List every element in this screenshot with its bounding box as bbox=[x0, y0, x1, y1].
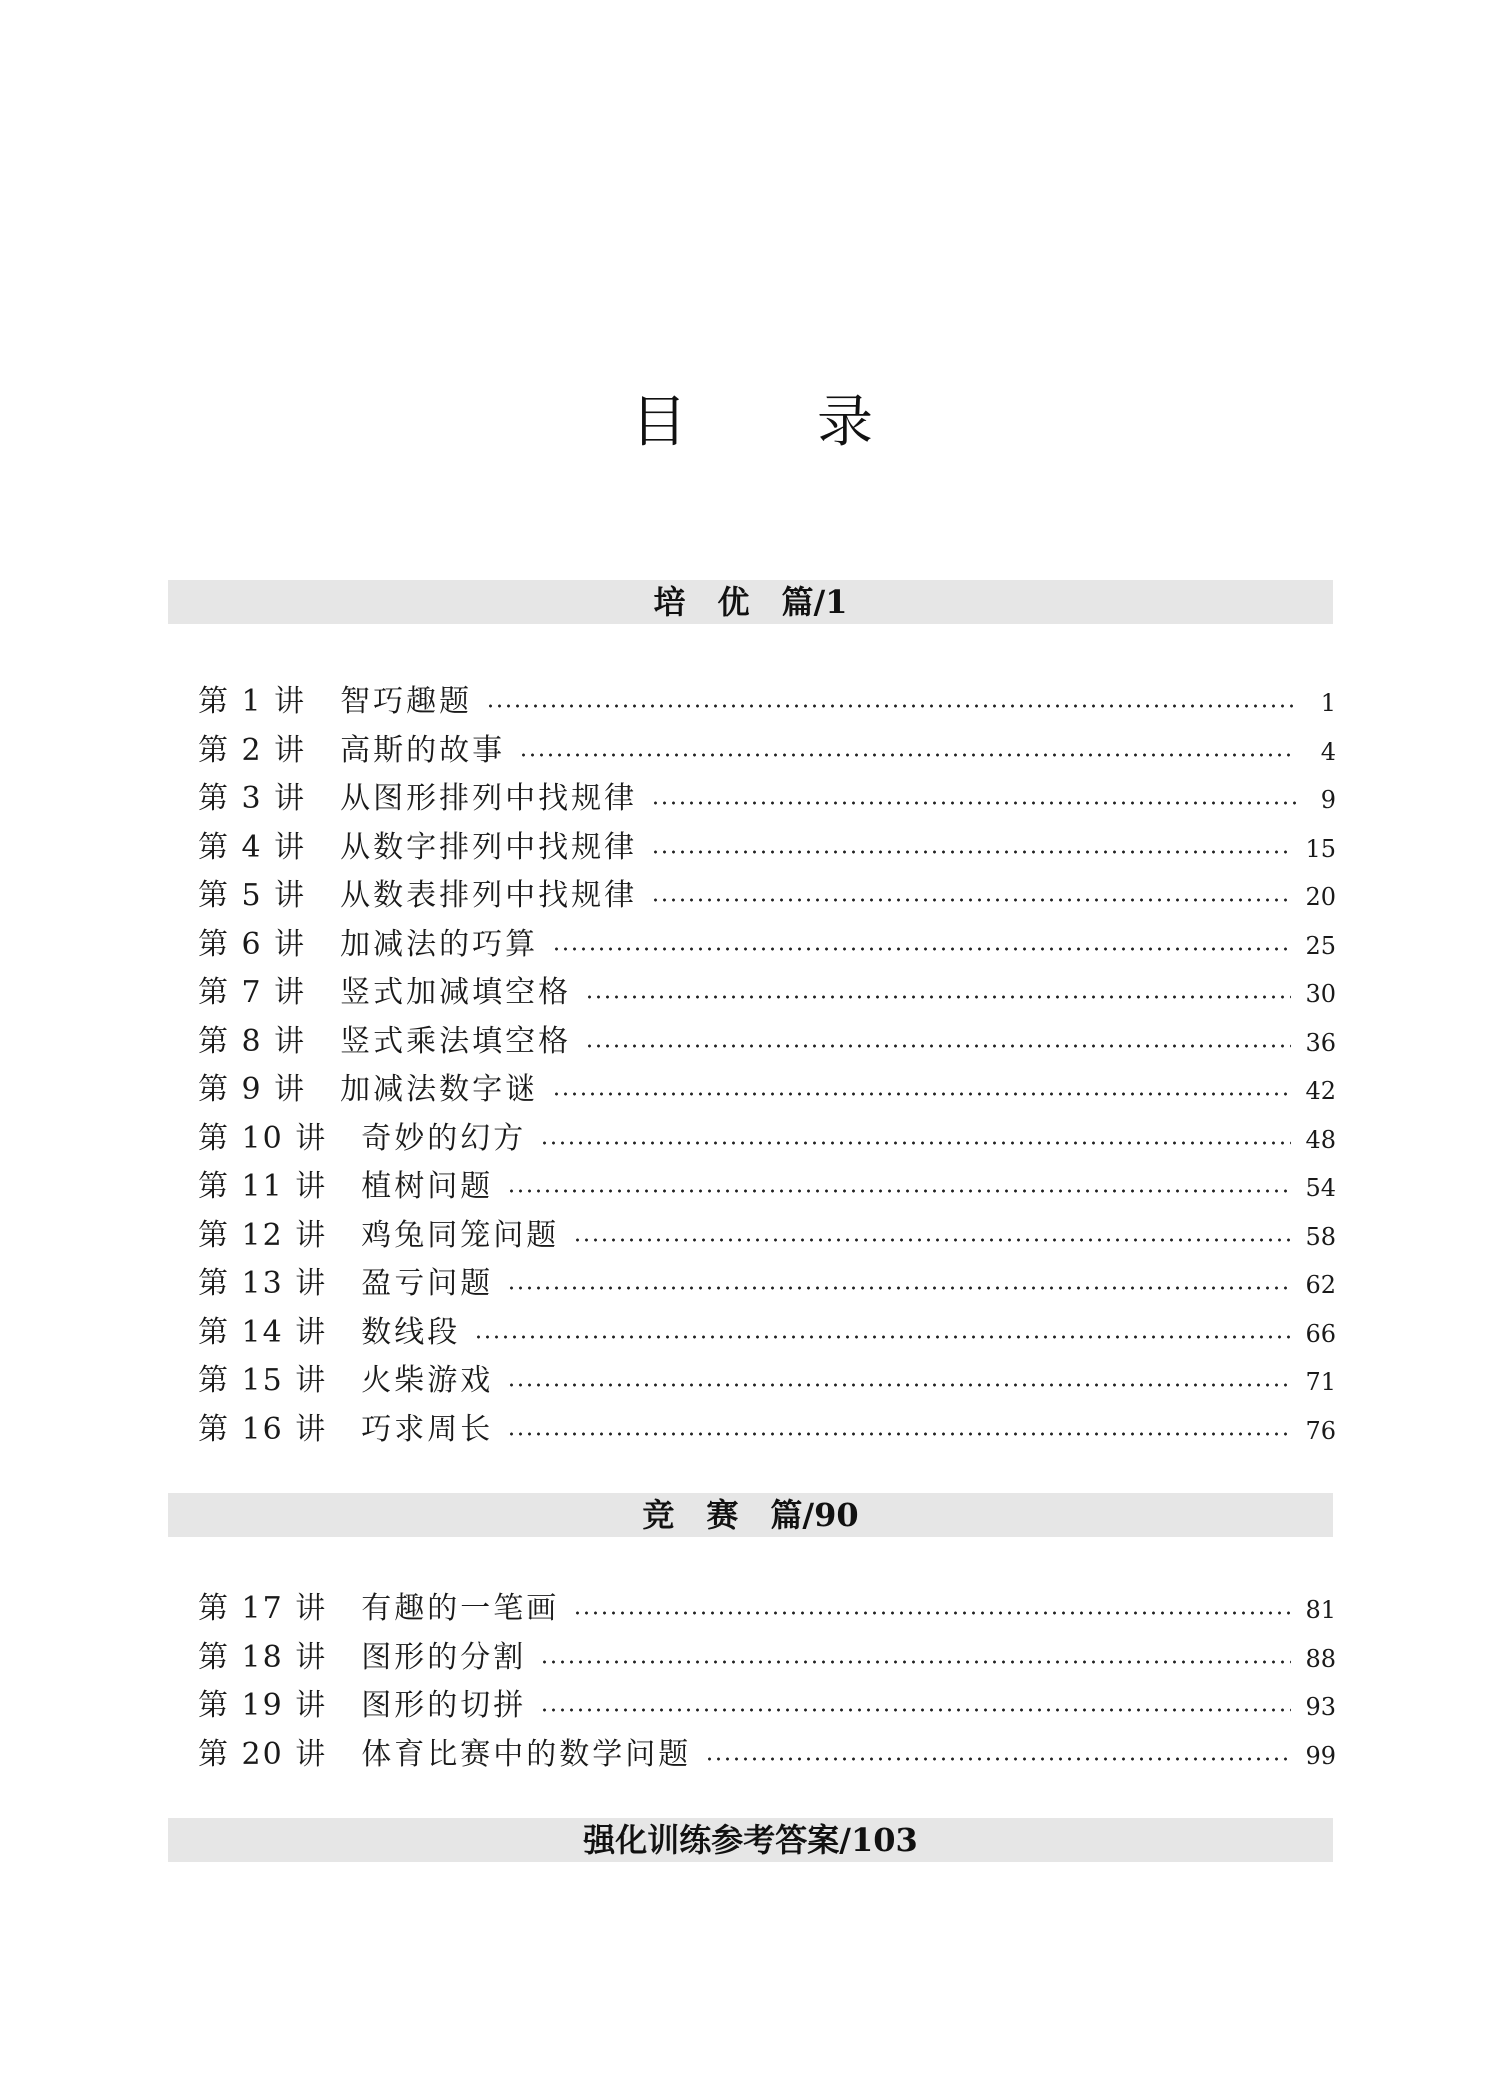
dot-leader bbox=[507, 1286, 1291, 1290]
toc-entry[interactable] bbox=[198, 1680, 1336, 1729]
toc-entry[interactable] bbox=[198, 1307, 1336, 1356]
dot-leader bbox=[507, 1383, 1291, 1387]
page-number: 81 bbox=[1305, 1596, 1336, 1624]
page-title: 目录 bbox=[631, 390, 1003, 455]
section-heading-jingsai: 竞 赛 篇/90 bbox=[168, 1493, 1333, 1537]
toc-entry[interactable] bbox=[198, 1016, 1336, 1065]
section-heading-peiyou: 培 优 篇/1 bbox=[168, 580, 1333, 624]
lecture-title: 竖式加减填空格 bbox=[340, 975, 572, 1010]
lecture-number: 第 13 讲 bbox=[198, 1266, 328, 1301]
dot-leader bbox=[705, 1757, 1291, 1761]
dot-leader bbox=[651, 850, 1291, 854]
lecture-number: 第 1 讲 bbox=[198, 684, 307, 719]
toc-entry[interactable] bbox=[198, 822, 1336, 871]
page-number: 4 bbox=[1320, 737, 1336, 766]
page-number: 76 bbox=[1305, 1416, 1336, 1445]
toc-entry[interactable] bbox=[198, 1404, 1336, 1453]
toc-entry[interactable] bbox=[198, 1161, 1336, 1210]
lecture-title: 加减法数字谜 bbox=[340, 1072, 539, 1107]
lecture-title: 从数表排列中找规律 bbox=[340, 878, 638, 913]
lecture-title: 巧求周长 bbox=[361, 1411, 494, 1447]
lecture-number: 第 12 讲 bbox=[198, 1217, 328, 1253]
lecture-title: 高斯的故事 bbox=[340, 732, 506, 768]
toc-entry[interactable] bbox=[198, 919, 1336, 968]
lecture-title: 从图形排列中找规律 bbox=[340, 781, 638, 816]
dot-leader bbox=[507, 1189, 1291, 1193]
lecture-title: 火柴游戏 bbox=[361, 1363, 494, 1398]
toc-entry[interactable] bbox=[198, 1583, 1336, 1632]
lecture-number: 第 17 讲 bbox=[198, 1591, 328, 1626]
section-heading-answers: 强化训练参考答案/103 bbox=[168, 1818, 1333, 1862]
lecture-title: 竖式乘法填空格 bbox=[340, 1023, 572, 1059]
lecture-title: 有趣的一笔画 bbox=[361, 1591, 560, 1626]
lecture-number: 第 10 讲 bbox=[198, 1120, 328, 1156]
lecture-title: 鸡兔同笼问题 bbox=[361, 1217, 560, 1253]
dot-leader bbox=[519, 753, 1296, 757]
page-number: 71 bbox=[1305, 1368, 1336, 1396]
lecture-number: 第 11 讲 bbox=[198, 1169, 328, 1204]
lecture-title: 奇妙的幻方 bbox=[361, 1120, 527, 1156]
page-number: 36 bbox=[1305, 1028, 1336, 1057]
lecture-number: 第 15 讲 bbox=[198, 1363, 328, 1398]
lecture-title: 智巧趣题 bbox=[340, 684, 473, 719]
lecture-number: 第 6 讲 bbox=[198, 926, 307, 962]
lecture-title: 加减法的巧算 bbox=[340, 926, 539, 962]
dot-leader bbox=[552, 1092, 1291, 1096]
lecture-number: 第 5 讲 bbox=[198, 878, 307, 913]
toc-entry[interactable] bbox=[198, 773, 1336, 822]
lecture-title: 数线段 bbox=[361, 1314, 461, 1350]
lecture-title: 图形的切拼 bbox=[361, 1688, 527, 1723]
lecture-title: 植树问题 bbox=[361, 1169, 494, 1204]
lecture-title: 从数字排列中找规律 bbox=[340, 829, 638, 865]
dot-leader bbox=[540, 1660, 1291, 1664]
dot-leader bbox=[573, 1611, 1291, 1615]
lecture-title: 图形的分割 bbox=[361, 1639, 527, 1675]
dot-leader bbox=[585, 1044, 1291, 1048]
toc-list-jingsai bbox=[198, 1583, 1336, 1777]
toc-entry[interactable] bbox=[198, 676, 1336, 725]
toc-entry[interactable] bbox=[198, 1258, 1336, 1307]
toc-entry[interactable] bbox=[198, 1064, 1336, 1113]
toc-entry[interactable] bbox=[198, 1113, 1336, 1162]
toc-entry[interactable] bbox=[198, 725, 1336, 774]
page-number: 15 bbox=[1305, 834, 1336, 863]
dot-leader bbox=[651, 801, 1296, 805]
page-number: 48 bbox=[1305, 1125, 1336, 1154]
toc-entry[interactable] bbox=[198, 1729, 1336, 1778]
page-number: 25 bbox=[1305, 931, 1336, 960]
lecture-title: 体育比赛中的数学问题 bbox=[361, 1736, 692, 1772]
page-number: 54 bbox=[1305, 1174, 1336, 1202]
lecture-title: 盈亏问题 bbox=[361, 1266, 494, 1301]
dot-leader bbox=[585, 995, 1291, 999]
lecture-number: 第 19 讲 bbox=[198, 1688, 328, 1723]
dot-leader bbox=[552, 947, 1291, 951]
lecture-number: 第 3 讲 bbox=[198, 781, 307, 816]
page-number: 66 bbox=[1305, 1319, 1336, 1348]
lecture-number: 第 4 讲 bbox=[198, 829, 307, 865]
lecture-number: 第 8 讲 bbox=[198, 1023, 307, 1059]
dot-leader bbox=[651, 898, 1291, 902]
toc-entry[interactable] bbox=[198, 1355, 1336, 1404]
dot-leader bbox=[486, 704, 1296, 708]
lecture-number: 第 18 讲 bbox=[198, 1639, 328, 1675]
page-number: 30 bbox=[1305, 980, 1336, 1008]
lecture-number: 第 20 讲 bbox=[198, 1736, 328, 1772]
lecture-number: 第 9 讲 bbox=[198, 1072, 307, 1107]
toc-entry[interactable] bbox=[198, 1632, 1336, 1681]
page-number: 1 bbox=[1320, 689, 1336, 717]
lecture-number: 第 16 讲 bbox=[198, 1411, 328, 1447]
toc-entry[interactable] bbox=[198, 870, 1336, 919]
dot-leader bbox=[507, 1432, 1291, 1436]
page-number: 58 bbox=[1305, 1222, 1336, 1251]
toc-entry[interactable] bbox=[198, 967, 1336, 1016]
lecture-number: 第 2 讲 bbox=[198, 732, 307, 768]
page-number: 62 bbox=[1305, 1271, 1336, 1299]
page-number: 93 bbox=[1305, 1693, 1336, 1721]
dot-leader bbox=[474, 1335, 1291, 1339]
toc-entry[interactable] bbox=[198, 1210, 1336, 1259]
page-number: 42 bbox=[1305, 1077, 1336, 1105]
page-number: 9 bbox=[1320, 786, 1336, 814]
lecture-number: 第 14 讲 bbox=[198, 1314, 328, 1350]
page-number: 88 bbox=[1305, 1644, 1336, 1673]
page-number: 99 bbox=[1305, 1741, 1336, 1770]
dot-leader bbox=[573, 1238, 1291, 1242]
lecture-number: 第 7 讲 bbox=[198, 975, 307, 1010]
dot-leader bbox=[540, 1708, 1291, 1712]
toc-list-peiyou bbox=[198, 676, 1336, 1452]
page-number: 20 bbox=[1305, 883, 1336, 911]
dot-leader bbox=[540, 1141, 1291, 1145]
